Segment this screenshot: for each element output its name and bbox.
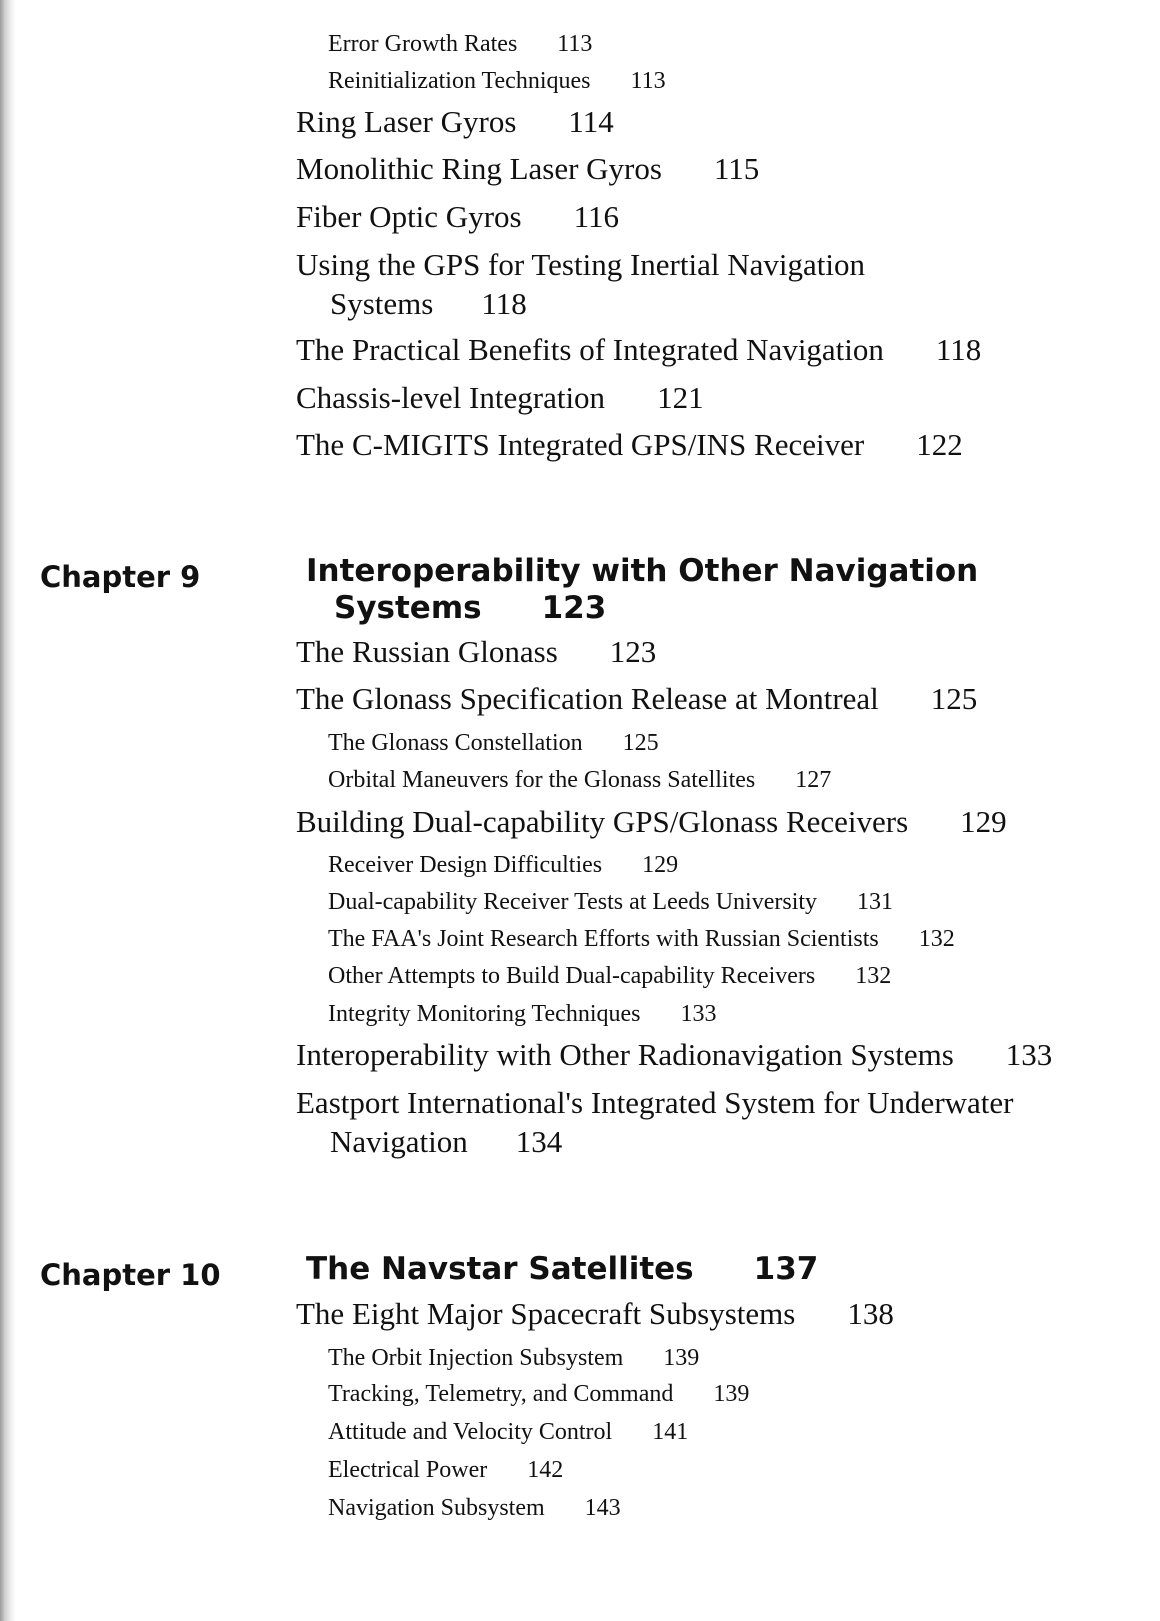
- toc-page-number: 143: [584, 1495, 621, 1521]
- toc-page-number: 123: [609, 634, 657, 669]
- toc-entry: [296, 1039, 1052, 1070]
- toc-entry: [328, 1002, 717, 1026]
- toc-entry: [296, 1298, 894, 1329]
- toc-entry: [296, 106, 614, 137]
- toc-page-number: 122: [916, 427, 963, 462]
- toc-entry: [328, 1382, 749, 1406]
- toc-page-number: 139: [713, 1381, 750, 1407]
- toc-entry-title: The FAA's Joint Research Efforts with Russian Scientists: [328, 926, 879, 952]
- toc-page-number: 133: [1005, 1037, 1053, 1072]
- toc-entry-title: Navigation Subsystem: [328, 1495, 545, 1521]
- toc-entry-title: Error Growth Rates: [328, 31, 518, 57]
- toc-entry: [328, 69, 666, 93]
- toc-entry-title: Other Attempts to Build Dual-capability Receivers: [328, 963, 816, 989]
- chapter-9-title: [306, 553, 978, 627]
- toc-page-number: 129: [642, 852, 679, 878]
- toc-page-number: 113: [630, 68, 666, 94]
- toc-entry-title: Tracking, Telemetry, and Command: [328, 1381, 674, 1407]
- toc-entry: [296, 153, 759, 184]
- toc-entry: [328, 32, 592, 56]
- toc-entry: [296, 201, 619, 232]
- toc-entry-title: Building Dual-capability GPS/Glonass Receivers: [296, 804, 909, 839]
- toc-entry-title: The Glonass Specification Release at Montreal: [296, 681, 879, 716]
- chapter-page-number: 123: [541, 590, 607, 627]
- toc-entry: [296, 806, 1007, 837]
- toc-page-number: 125: [622, 730, 659, 756]
- toc-entry: [328, 890, 893, 914]
- toc-entry: [328, 731, 659, 755]
- toc-entry: [296, 334, 981, 365]
- toc-page-number: 118: [481, 286, 527, 321]
- toc-entry: [296, 429, 963, 460]
- toc-entry-continuation: [296, 288, 865, 319]
- toc-entry-title: The Orbit Injection Subsystem: [328, 1345, 624, 1371]
- toc-page-number: 114: [568, 104, 614, 139]
- chapter-title-text-cont: Systems: [334, 590, 482, 627]
- scanned-page-edge: [0, 0, 16, 1621]
- toc-entry: [296, 636, 656, 667]
- toc-entry-title: Interoperability with Other Radionavigation Systems: [296, 1037, 954, 1072]
- toc-entry-title: The Russian Glonass: [296, 634, 558, 669]
- toc-entry-title-cont: Systems: [330, 286, 434, 321]
- chapter-10-label: Chapter 10: [40, 1258, 221, 1292]
- toc-page-number: 118: [935, 332, 982, 367]
- toc-entry-title: Orbital Maneuvers for the Glonass Satellites: [328, 767, 756, 793]
- chapter-9-label: Chapter 9: [40, 560, 201, 594]
- toc-entry-title: Receiver Design Difficulties: [328, 852, 603, 878]
- toc-page-number: 121: [657, 380, 704, 415]
- toc-entry: [296, 382, 704, 413]
- toc-entry-title: Using the GPS for Testing Inertial Navigation: [296, 247, 865, 282]
- toc-entry-title: Reinitialization Techniques: [328, 68, 591, 94]
- toc-page-number: 138: [847, 1296, 894, 1331]
- toc-entry-title-cont: Navigation: [330, 1124, 468, 1159]
- toc-entry: [328, 964, 891, 988]
- toc-entry-title: Integrity Monitoring Techniques: [328, 1001, 641, 1027]
- toc-entry: [328, 1420, 688, 1444]
- toc-page-number: 141: [652, 1419, 689, 1445]
- toc-entry-title: The Eight Major Spacecraft Subsystems: [296, 1296, 796, 1331]
- toc-entry: [328, 853, 678, 877]
- toc-entry-title: The C-MIGITS Integrated GPS/INS Receiver: [296, 427, 865, 462]
- toc-entry: [296, 249, 865, 319]
- toc-page-number: 142: [527, 1457, 564, 1483]
- toc-page-number: 133: [680, 1001, 717, 1027]
- toc-entry-title: Ring Laser Gyros: [296, 104, 517, 139]
- chapter-10-title: [306, 1251, 818, 1288]
- toc-entry: [296, 1087, 1013, 1157]
- toc-page-number: 134: [515, 1124, 563, 1159]
- toc-page-number: 115: [713, 151, 760, 186]
- toc-page-number: 125: [930, 681, 978, 716]
- toc-page-number: 131: [857, 889, 894, 915]
- toc-entry-title: Monolithic Ring Laser Gyros: [296, 151, 662, 186]
- toc-entry-title: Dual-capability Receiver Tests at Leeds University: [328, 889, 818, 915]
- toc-page-number: 132: [855, 963, 892, 989]
- toc-entry: [328, 927, 955, 951]
- toc-entry-title: Attitude and Velocity Control: [328, 1419, 613, 1445]
- toc-page-number: 127: [795, 767, 832, 793]
- chapter-title-text: Interoperability with Other Navigation: [306, 553, 979, 589]
- toc-entry: [328, 768, 831, 792]
- toc-page-number: 129: [960, 804, 1007, 839]
- toc-entry-title: Eastport International's Integrated System for Underwater: [296, 1085, 1014, 1120]
- toc-page-number: 132: [918, 926, 955, 952]
- chapter-page-number: 137: [753, 1251, 819, 1287]
- toc-page-number: 139: [663, 1345, 700, 1371]
- toc-entry: [328, 1496, 621, 1520]
- chapter-title-continuation: [306, 590, 978, 627]
- toc-page-number: 116: [573, 199, 619, 234]
- toc-entry-title: The Glonass Constellation: [328, 730, 583, 756]
- toc-entry-title: Fiber Optic Gyros: [296, 199, 522, 234]
- toc-entry: [328, 1458, 563, 1482]
- toc-entry-title: Chassis-level Integration: [296, 380, 606, 415]
- toc-entry-continuation: [296, 1126, 1013, 1157]
- toc-entry: [328, 1346, 699, 1370]
- toc-entry-title: Electrical Power: [328, 1457, 488, 1483]
- chapter-title-text: The Navstar Satellites: [306, 1251, 694, 1287]
- toc-entry-title: The Practical Benefits of Integrated Navigation: [296, 332, 884, 367]
- toc-page-number: 113: [557, 31, 593, 57]
- toc-entry: [296, 683, 977, 714]
